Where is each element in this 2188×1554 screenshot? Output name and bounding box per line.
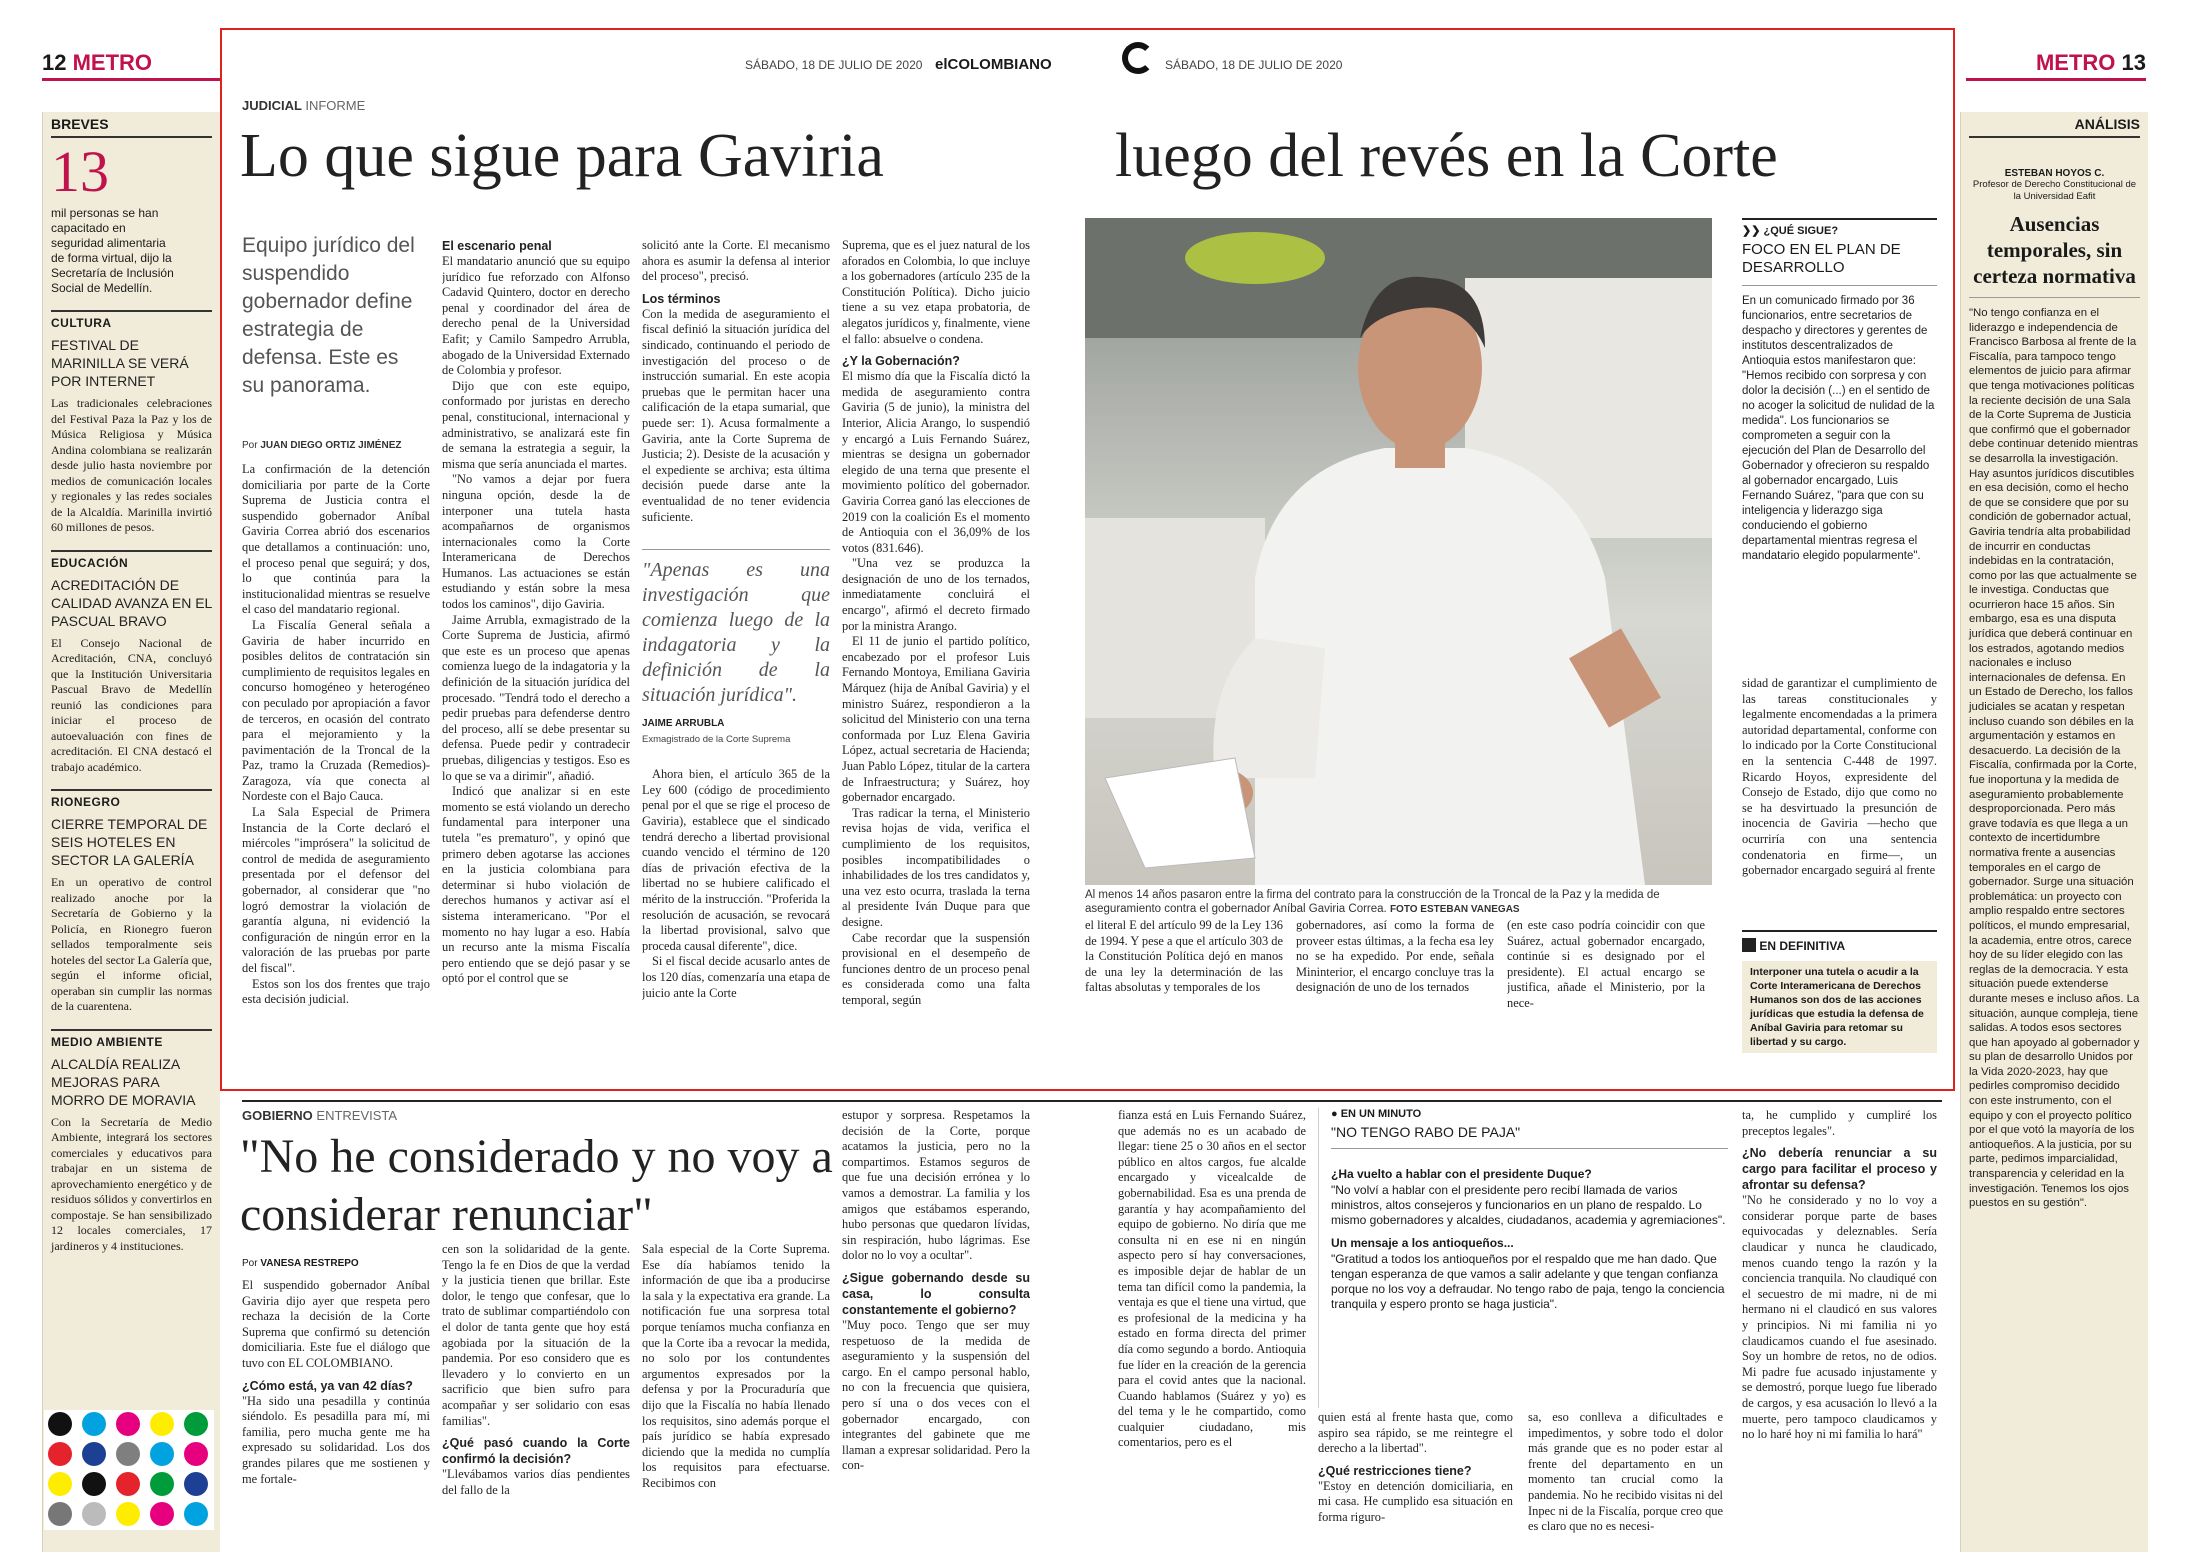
main-col3-p1: solicitó ante la Corte. El mecanismo ahora es asumir la defensa al interior del proceso", precisó.	[642, 238, 830, 284]
main-col2-p2: Dijo que con este equipo, conformado por juristas en derecho penal, constitucional, internacional y administrativo, se analizará este fin de semana la estrategia a seguir, la misma que sería anunciada el martes.	[442, 378, 630, 471]
main-kicker	[242, 98, 365, 113]
minuto-a2: "Gratitud a todos los antioqueños por el respaldo que me han dado. Que tengan esperanza de que vamos a salir adelante y que tengan confianza porque no los voy a defraudar. No tengo rabo de paja, tengo la conciencia tranquila y espero pronto se haga justicia".	[1331, 1252, 1725, 1311]
main-col3-subhead: Los términos	[642, 291, 721, 306]
main-col-1	[242, 462, 430, 1022]
breves-item-body: Con la Secretaría de Medio Ambiente, integrará los sectores comerciales y educativos para trabajar en un sistema de aprovechamiento energético y de residuos sólidos y convertirlos en compostaje. Se han sensibilizado 12 locales comerciales, 17 jardineros y 4 instituciones.	[51, 1114, 212, 1253]
en-un-minuto-label	[1331, 1108, 1728, 1120]
interview-col-4	[842, 1108, 1030, 1538]
pull-quote	[642, 549, 830, 747]
color-swatch	[150, 1502, 174, 1526]
analisis-author-role: Profesor de Derecho Constitucional de la Universidad Eafit	[1972, 179, 2137, 202]
minuto-q1: ¿Ha vuelto a hablar con el presidente Duque?	[1331, 1167, 1592, 1181]
color-swatch	[150, 1442, 174, 1466]
breves-item	[51, 1029, 212, 1255]
main-byline-name: JUAN DIEGO ORTIZ JIMÉNEZ	[260, 440, 402, 451]
color-swatch	[82, 1412, 106, 1436]
interview-col4-p: estupor y sorpresa. Respetamos la decisión de la Corte, porque acatamos la justicia, pero no la compartimos. Estamos seguros de que fue una decisión errónea y lo vamos a demostrar. La familia y los amigos que estábamos esperando, hubo personas que quedaron lívidas, sin respiración, hubo lágrimas. Ese dolor no lo voy a ocultar".	[842, 1108, 1030, 1263]
interview-headline: "No he considerado y no voy a considerar renunciar"	[240, 1130, 833, 1241]
color-swatch	[116, 1412, 140, 1436]
interview-col7-p: sa, eso conlleva a dificultades e impedimentos, y sobre todo el dolor más grande que es no poder estar al frente del departamento en un momento tan crucial como la pandemia. No he recibido visitas ni del Inpec ni de la Fiscalía, porque creo que es claro que no es necesi-	[1528, 1410, 1723, 1534]
left-page-number: 12	[42, 50, 67, 75]
interview-col-6	[1318, 1410, 1513, 1538]
main-bottom-col-1	[1085, 918, 1283, 1038]
color-swatch	[184, 1502, 208, 1526]
interview-col-7	[1528, 1410, 1723, 1538]
breves-item-headline: ACREDITACIÓN DE CALIDAD AVANZA EN EL PASCUAL BRAVO	[51, 576, 212, 629]
color-registration-mark	[44, 1410, 214, 1530]
main-col3-p4: Si el fiscal decide acusarlo antes de los 120 días, comenzaría una etapa de juicio ante la Corte	[642, 954, 830, 1000]
main-col4-p2: El mismo día que la Fiscalía dictó la medida de aseguramiento contra Gaviria (5 de junio), la ministra del Interior, Alicia Arango, lo suspendió y encargó a Luis Fernando Suárez, mientras se designa un gobernador elegido de una terna que presente el movimiento político del gobernador. Gaviria Correa ganó las elecciones de 2019 con la coalición Es el momento de Antioquia con el 36,09% de los votos (831.646).	[842, 369, 1030, 555]
interview-col1-intro: El suspendido gobernador Aníbal Gaviria dijo ayer que respeta pero rechaza la decisión de la Corte Suprema que confirmó su detención domiciliaria. Este fue el diálogo que tuvo con EL COLOMBIANO.	[242, 1278, 430, 1370]
main-col2-p1: El mandatario anunció que su equipo jurídico fue reforzado con Alfonso Cadavid Quintero, doctor en derecho penal y coordinador del área de derecho penal de la Universidad Eafit; y Camilo Sampedro Arrubla, abogado de la Universidad Externado de Colombia y profesor.	[442, 254, 630, 378]
interview-byline-prefix: Por	[242, 1258, 258, 1269]
photo-illustration	[1085, 218, 1712, 885]
breves-item-section: CULTURA	[51, 310, 212, 330]
breves-item-headline: CIERRE TEMPORAL DE SEIS HOTELES EN SECTOR LA GALERÍA	[51, 816, 208, 868]
main-byline	[242, 440, 401, 451]
cmyk-swatches-icon	[44, 1410, 214, 1530]
left-section-name: METRO	[72, 50, 153, 75]
main-right-p: sidad de garantizar el cumplimiento de las tareas constitucionales y legalmente encomendadas a la primera autoridad departamental, conforme con lo indicado por la Corte Constitucional en la sentencia C-448 de 1997. Ricardo Hoyos, expresidente del Consejo de Estado, dijo que como no se ha desvirtuado la presunción de inocencia de Gaviria —hecho que ocurriría con una sentencia condenatoria en firme—, un gobernador encargado seguirá al frente	[1742, 676, 1937, 878]
main-col4-subhead: ¿Y la Gobernación?	[842, 354, 960, 369]
main-right-col	[1742, 676, 1937, 916]
main-summary: Equipo jurídico del suspendido gobernador define estrategia de defensa. Este es su panorama.	[242, 234, 415, 397]
main-col-2	[442, 238, 630, 1038]
color-swatch	[116, 1502, 140, 1526]
pull-quote-author: JAIME ARRUBLA	[642, 718, 725, 730]
en-un-minuto-title: "NO TENGO RABO DE PAJA"	[1331, 1124, 1728, 1149]
breves-item-body: En un operativo de control realizado anoche por la Secretaría de Gobierno y la Policía, en Rionegro fueron sellados temporalmente seis hoteles del sector La Galería que, según el informe oficial, operaban sin cumplir las normas de la cuarentena.	[51, 875, 212, 1013]
right-header-rule	[1966, 78, 2146, 81]
main-bottom-col-2	[1296, 918, 1494, 1038]
interview-col-5	[1118, 1108, 1306, 1538]
en-definitiva-label-text: EN DEFINITIVA	[1759, 939, 1846, 953]
que-sigue-body: En un comunicado firmado por 36 funcionarios, entre secretarios de despacho y directores y gerentes de institutos descentralizados de Antioquia estos manifestaron que: "Hemos recibido con sorpresa y con dolor la decisión (...) en el sentido de no acoger la solicitud de nulidad de la medida". Los funcionarios se comprometen a seguir con la ejecución del Plan de Desarrollo del Gobernador y ofrecieron su respaldo al gobernador encargado, Luis Fernando Suárez, "para que con su inteligencia y liderazgo siga conduciendo el gobierno departamental mientras regresa el mandatario elegido popularmente".	[1742, 295, 1935, 562]
minuto-q2: Un mensaje a los antioqueños...	[1331, 1236, 1514, 1250]
interview-col-3	[642, 1242, 830, 1538]
main-col2-subhead: El escenario penal	[442, 239, 552, 253]
main-col4-p6: Cabe recordar que la suspensión provisional en el desempeño de funciones dentro de un proceso penal es considerada como una falta temporal, según	[842, 930, 1030, 1007]
main-col4-p3: "Una vez se produzca la designación de uno de los ternados, inmediatamente concluirá el encargo", afirmó el decreto firmado por la ministra Arango.	[842, 556, 1030, 633]
interview-col-1	[242, 1278, 430, 1538]
main-col1-p3: La Sala Especial de Primera Instancia de la Corte declaró el miércoles "imprósera" la solicitud de control de medida de aseguramiento presentada por el defensor del gobernador, al considerar que "no logró demostrar la violación de garantía alguna, ni evidenció la configuración de ningún error en la valoración de las pruebas por parte del fiscal".	[242, 805, 430, 975]
que-sigue-box	[1742, 218, 1937, 564]
interview-col5-p: fianza está en Luis Fernando Suárez, que además no es un acabado de llegar: tiene 25 o 30 años en el sector público en altos cargos, fue alcalde encargado y vicealcalde de gobernabilidad. Esa es una prenda de garantía y hay acompañamiento del equipo de gobierno. No diría que me consulta ni en ese ni en ningún aspecto pero sí hay conversaciones, es imposible dejar de hablar de un tema tan difícil como la pandemia, la ventaja es que el tiene una virtud, que es profesional de la medicina y ha estado en forma directa del primer día como segundo a bordo. Antioquia fue líder en la creación de la gerencia para el covid antes que la nacional. Cuando hablamos (Suárez y yo) es del tema y le he compartido, como cualquier ciudadano, mis comentarios, pero es el	[1118, 1108, 1306, 1450]
main-col3-p3: Ahora bien, el artículo 365 de la Ley 600 (código de procedimiento penal por el que se rige el proceso de Gaviria), establece que el sindicado tendrá derecho a libertad provisional cuando vencido el término de 120 días de privación efectiva de la libertad no se hubiere calificado el mérito de la instrucción. "Proferida la resolución de acusación, se revocará la libertad provisional, salvo que proceda causal diferente", dice.	[642, 767, 830, 953]
interview-q5: ¿No debería renunciar a su cargo para facilitar el proceso y afrontar su defensa?	[1742, 1146, 1937, 1193]
main-col3-p2: Con la medida de aseguramiento el fiscal definió la situación jurídica del sindicado, continuando el periodo de investigación del proceso o de instrucción sumarial. En este acopia pruebas que le permitan hacer una calificación de la etapa sumarial, que puede ser: 1). Acusa formalmente a Gaviria, ante la Corte Suprema de Justicia; 2). Desiste de la acusación y el expediente se archiva; esta última decisión puede darse ante la eventualidad de no tener evidencia suficiente.	[642, 306, 830, 524]
breves-title: BREVES	[51, 112, 212, 138]
color-swatch	[184, 1442, 208, 1466]
photo-credit: FOTO ESTEBAN VANEGAS	[1389, 904, 1520, 915]
analisis-column	[1960, 112, 2148, 1552]
main-col2-p5: Indicó que analizar si en este momento se está violando un derecho fundamental para interponer una tutela "es prematuro", y opinó que primero deben agotarse las acciones en la justicia colombiana para determinar si hubo violación de derechos humanos y activar así el sistema interamericano. "Por el momento no hay lugar a eso. Había un recurso ante la misma Fiscalía pero entiendo que se dejó pasar y se optó por el control que se	[442, 784, 630, 986]
breves-item-section: MEDIO AMBIENTE	[51, 1029, 212, 1049]
interview-a1: "Ha sido una pesadilla y continúa siéndolo. Es pesadilla para mí, mi familia, pero mucha gente me ha expresado su solidaridad. Los dos grandes pilares que me sostienen y me fortale-	[242, 1393, 430, 1486]
analisis-title: Ausencias temporales, sin certeza normativa	[1969, 211, 2140, 298]
breves-item-section: RIONEGRO	[51, 789, 212, 809]
en-definitiva-body: Interponer una tutela o acudir a la Corte Interamericana de Derechos Humanos son dos de las acciones jurídicas que estudia la defensa de Aníbal Gaviria para retomar su libertad y su cargo.	[1742, 961, 1937, 1053]
main-kicker-type: INFORME	[305, 98, 366, 113]
que-sigue-title: FOCO EN EL PLAN DE DESARROLLO	[1742, 241, 1937, 286]
minuto-a1: "No volví a hablar con el presidente pero recibí llamada de varios ministros, altos consejeros y funcionarios en un plano de respaldo. Lo mismo gobernadores y alcaldes, ciudadanos, academia y agremiaciones".	[1331, 1183, 1726, 1227]
analisis-author: ESTEBAN HOYOS C.	[2004, 168, 2105, 179]
main-headline-right: luego del revés en la Corte	[1115, 122, 1778, 190]
color-swatch	[116, 1472, 140, 1496]
color-swatch	[48, 1412, 72, 1436]
interview-q2: ¿Qué pasó cuando la Corte confirmó la decisión?	[442, 1436, 630, 1467]
main-bottom-p3: (en este caso podría coincidir con que Suárez, actual gobernador encargado, continúe si es designado por el presidente). El actual encargo se justifica, añade el Ministerio, por la nece-	[1507, 918, 1705, 1010]
main-bottom-p2: gobernadores, así como la forma de proveer estas últimas, a la fecha esa ley no se ha expedido. Por ende, señala Mininterior, el encargo concluye tras la designación de uno de los ternados	[1296, 918, 1494, 995]
color-swatch	[48, 1472, 72, 1496]
interview-a4: "Estoy en detención domiciliaria, en mi casa. He cumplido esa situación en forma riguro-	[1318, 1478, 1513, 1524]
interview-a2: "Llevábamos varios días pendientes del fallo de la	[442, 1467, 630, 1497]
photo-caption: Al menos 14 años pasaron entre la firma del contrato para la construcción de la Troncal de la Paz y la medida de aseguramiento contra el gobernador Aníbal Gaviria Correa.	[1085, 889, 1660, 915]
main-col2-p4: Jaime Arrubla, exmagistrado de la Corte Suprema de Justicia, afirmó que este es un proceso que apenas comienza luego de la indagatoria y la definición de la situación jurídica del procesado. "Tendrá todo el derecho a pedir pruebas para defenderse dentro del proceso, allí se debe presentar su defensa. Puede pedir y contradecir pruebas, diligencias y testigos. Eso es lo que se va a dirimir", añadió.	[442, 612, 630, 783]
analisis-label: ANÁLISIS	[1969, 112, 2140, 138]
main-col1-p4: Estos son los dos frentes que trajo esta decisión judicial.	[242, 976, 430, 1007]
interview-byline	[242, 1258, 359, 1269]
breves-intro: mil personas se han capacitado en seguridad alimentaria de forma virtual, dijo la Secretaría de Inclusión Social de Medellín.	[51, 206, 174, 295]
main-byline-prefix: Por	[242, 440, 258, 451]
breves-item-section: EDUCACIÓN	[51, 550, 212, 570]
interview-q3: ¿Sigue gobernando desde su casa, lo consulta constantemente el gobierno?	[842, 1270, 1030, 1317]
en-definitiva-icon	[1742, 938, 1756, 952]
main-col4-p1: Suprema, que es el juez natural de los aforados en Colombia, lo que incluye a los gobernadores (artículo 235 de la Constitución Política). Dicho juicio tiene a su vez etapa probatoria, de alegatos jurídicos y, finalmente, viene el fallo: absuelve o condena.	[842, 238, 1030, 346]
que-sigue-icon: ❯❯	[1742, 225, 1761, 237]
main-col1-p2: La Fiscalía General señala a Gaviria de haber incurrido en posibles delitos de contratación sin cumplimiento de requisitos legales en concurso homogéneo y heterogéneo con peculado por apropiación a favor de terceros, en ocasión del contrato para el mejoramiento y la pavimentación de la Troncal de la Paz, tramo la Cruzada (Remedios)-Zaragoza, vía que conecta al Nordeste con el Bajo Cauca.	[242, 617, 430, 804]
breves-item-body: El Consejo Nacional de Acreditación, CNA, concluyó que la Institución Universitaria Pascual Bravo de Medellín reunió las condiciones para iniciar el proceso de autoevaluación con fines de acreditación. El CNA destacó el trabajo académico.	[51, 635, 212, 774]
interview-col3-p: Sala especial de la Corte Suprema. Ese día habíamos tenido la información de que iba a producirse la sala y la expectativa era grande. La notificación fue una sorpresa total porque teníamos mucha confianza en que la Corte iba a revocar la medida, no solo por los contundentes argumentos expresados por la defensa y por la Procuraduría que dijo que la Fiscalía no había llenado los requisitos, sino además porque el país jurídico se había expresado diciendo que la medida no cumplía los requisitos para efectuarse. Recibimos con	[642, 1242, 830, 1490]
en-definitiva-box	[1742, 930, 1937, 1053]
color-swatch	[82, 1442, 106, 1466]
color-swatch	[48, 1442, 72, 1466]
interview-col-2	[442, 1242, 630, 1538]
interview-kicker-label: GOBIERNO	[242, 1108, 313, 1123]
main-col-4	[842, 238, 1030, 1038]
en-definitiva-label	[1742, 930, 1937, 953]
breves-item	[51, 310, 212, 536]
main-kicker-label: JUDICIAL	[242, 98, 302, 113]
main-col4-p5: Tras radicar la terna, el Ministerio revisa hojas de vida, verifica el cumplimiento de los requisitos, posibles incompatibilidades o inhabilidades de los tres candidatos y, una vez esto ocurra, traslada la terna al presidente Iván Duque para que designe.	[842, 805, 1030, 929]
main-headline-left: Lo que sigue para Gaviria	[240, 122, 884, 190]
color-swatch	[82, 1502, 106, 1526]
main-bottom-col-3	[1507, 918, 1705, 1038]
main-col1-p1: La confirmación de la detención domiciliaria por parte de la Corte Suprema de Justicia contra el suspendido gobernador Aníbal Gaviria Correa abrió dos escenarios que detallamos a continuación: uno, el proceso penal que seguirá; y dos, lo que continúa para la institucionalidad mientras se resuelve el caso del mandatario regional.	[242, 462, 430, 617]
color-swatch	[184, 1472, 208, 1496]
interview-col6-p: quien está al frente hasta que, como aspiro sea rápido, se me reintegre el derecho a la libertad".	[1318, 1410, 1513, 1456]
color-swatch	[82, 1472, 106, 1496]
breves-big-number: 13	[51, 139, 109, 204]
interview-col8-p: ta, he cumplido y cumpliré los preceptos legales".	[1742, 1108, 1937, 1138]
right-page-header	[2036, 50, 2146, 76]
interview-q1: ¿Cómo está, ya van 42 días?	[242, 1378, 413, 1393]
interview-col2-p: cen son la solidaridad de la gente. Tengo la fe en Dios de que la verdad y la justicia tienen que brillar. Este dolor, le tengo que confesar, que lo trato de sublimar compartiéndolo con el dolor de tanta gente que hoy está agobiada por la situación de la pandemia. Por eso considero que es llevadero y lo convierto en un sacrificio que bien sufro para acompañar y ser solidario con esas familias".	[442, 1242, 630, 1428]
interview-kicker	[242, 1108, 397, 1123]
breves-item	[51, 789, 212, 1015]
que-sigue-label-text: ¿QUÉ SIGUE?	[1763, 225, 1839, 237]
photo-caption-block	[1085, 888, 1712, 917]
breves-item-headline: ALCALDÍA REALIZA MEJORAS PARA MORRO DE MORAVIA	[51, 1055, 196, 1108]
interview-top-rule	[242, 1100, 1942, 1102]
date-left: SÁBADO, 18 DE JULIO DE 2020	[745, 58, 923, 72]
interview-q4: ¿Qué restricciones tiene?	[1318, 1463, 1472, 1478]
main-col2-p3: "No vamos a dejar por fuera ninguna opción, desde la de interponer una tutela hasta acompañarnos de organismos internacionales como la Corte Interamericana de Derechos Humanos. Las actuaciones se están estudiando y están sobre la mesa todos los caminos", dijo Gaviria.	[442, 472, 630, 612]
breves-item-body: Las tradicionales celebraciones del Festival Paza la Paz y los de Música Religiosa y Música Andina colombiana se realizarán desde julio hasta noviembre por medios de comunicación locales y regionales y las redes sociales de la Alcaldía. Marinilla invirtió 60 millones de pesos.	[51, 396, 212, 534]
main-bottom-p1: el literal E del artículo 99 de la Ley 136 de 1994. Y pese a que el artículo 303 de la Constitución Política dejó en manos de una ley la determinación de las faltas absolutas y temporales de los	[1085, 918, 1283, 995]
color-swatch	[150, 1472, 174, 1496]
color-swatch	[184, 1412, 208, 1436]
analisis-body: "No tengo confianza en el liderazgo e independencia de Francisco Barbosa al frente de la Fiscalía, para tampoco tengo elementos de juicio para afirmar que tenga motivaciones políticas la reciente decisión de una Sala de la Corte Suprema de Justicia que confirmó que el gobernador debe continuar detenido mientras se desarrolla la investigación. Hay asuntos jurídicos discutibles en esa decisión, como el hecho de que se considere que por su condición de gobernador actual, Gaviria tendría alta probabilidad de incurrir en conductas indebidas en la contratación, como por las que actualmente se le investiga. Conductas que ocurrieron hace 15 años. Sin embargo, esa es una disputa jurídica que deberá continuar en los estrados, agotando medios nacionales e incluso internacionales de defensa. En un Estado de Derecho, los fallos judiciales se acatan y respetan incluso cuando son débiles en la argumentación y estamos en desacuerdo. La decisión de la Fiscalía, confirmada por la Corte, fue inoportuna y la medida de aseguramiento probablemente desproporcionada. Pero más grave todavía es que llega a un contexto de incertidumbre normativa frente a ausencias temporales en el cargo de gobernador. Surge una situación problemática: un proyecto con amplio respaldo entre sectores políticos, el mundo empresarial, la academia, entre otros, carece hoy de su líder elegido con las reglas de la democracia. Y esta situación puede extenderse durante meses e incluso años. La situación, aunque compleja, tiene salidas. A todos esos sectores que han apoyado al gobernador y su plan de desarrollo Unidos por la Vida 2020-2023, hay que pedirles compromiso decidido con este instrumento, con el equipo y con el proyecto político por el que votó la mayoría de los antioqueños. A la justicia, por su parte, pedimos imparcialidad, transparencia y celeridad en la investigación. Tenemos los ojos puestos en su gestión".	[1969, 307, 2140, 1210]
que-sigue-label	[1742, 218, 1937, 237]
interview-col-8	[1742, 1108, 1937, 1538]
interview-a3: "Muy poco. Tengo que ser muy respetuoso de la medida de aseguramiento y la suspensión del cargo. En el campo personal hablo, no con la frecuencia que quisiera, pero sí una o dos veces con el gobernador encargado, con integrantes del gabinete que me llaman a expresar solidaridad. Pero la con-	[842, 1317, 1030, 1473]
interview-byline-name: VANESA RESTREPO	[260, 1258, 359, 1269]
pull-quote-role: Exmagistrado de la Corte Suprema	[642, 733, 791, 745]
left-page-header	[42, 50, 152, 76]
main-col-3	[642, 238, 830, 1038]
color-swatch	[116, 1442, 140, 1466]
breves-column	[42, 112, 220, 1552]
minuto-icon: ●	[1331, 1108, 1338, 1120]
pull-quote-text: "Apenas es una investigación que comienza luego de la indagatoria y la definición de la situación jurídica".	[642, 559, 830, 707]
main-photo	[1085, 218, 1712, 885]
interview-a5: "No he considerado y no lo voy a considerar porque parte de bases equivocadas y deleznables. Sería claudicar y nunca he claudicado, menos cuando tengo la razón y la conciencia tranquila. No claudiqué con el secuestro de mi madre, ni de mi hermano ni el claudicó en sus valores y principios. Ni mi familia ni yo claudicamos cuando el fue asesinado. Soy un hombre de retos, no de odios. Mi padre fue acusado injustamente y se demostró, porque luego fue liberado de cargos, y esa acusación lo llevó a la muerte, pero tampoco claudicamos y no lo haré hoy ni mi familia lo hará"	[1742, 1193, 1937, 1442]
date-right: SÁBADO, 18 DE JULIO DE 2020	[1165, 58, 1343, 72]
right-page-number: 13	[2121, 50, 2146, 75]
interview-kicker-type: ENTREVISTA	[316, 1108, 398, 1123]
en-un-minuto-label-text: EN UN MINUTO	[1340, 1108, 1422, 1120]
main-col4-p4: El 11 de junio el partido político, encabezado por el profesor Luis Fernando Montoya, Emiliana Gaviria Márquez (hija de Aníbal Gaviria) y el ministro Suárez, respondieron a la solicitud del Ministerio con una terna conformada por Luz Elena Gaviria López, actual secretaria de Hacienda; Juan Pablo López, titular de la cartera de Infraestructura; y Suárez, hoy gobernador encargado.	[842, 634, 1030, 805]
breves-item-headline: FESTIVAL DE MARINILLA SE VERÁ POR INTERNET	[51, 337, 189, 389]
right-section-name: METRO	[2035, 50, 2116, 75]
paper-name: elCOLOMBIANO	[935, 56, 1052, 73]
breves-item	[51, 550, 212, 776]
left-header-rule	[42, 78, 222, 81]
color-swatch	[48, 1502, 72, 1526]
en-un-minuto-box	[1318, 1108, 1728, 1408]
color-swatch	[150, 1412, 174, 1436]
